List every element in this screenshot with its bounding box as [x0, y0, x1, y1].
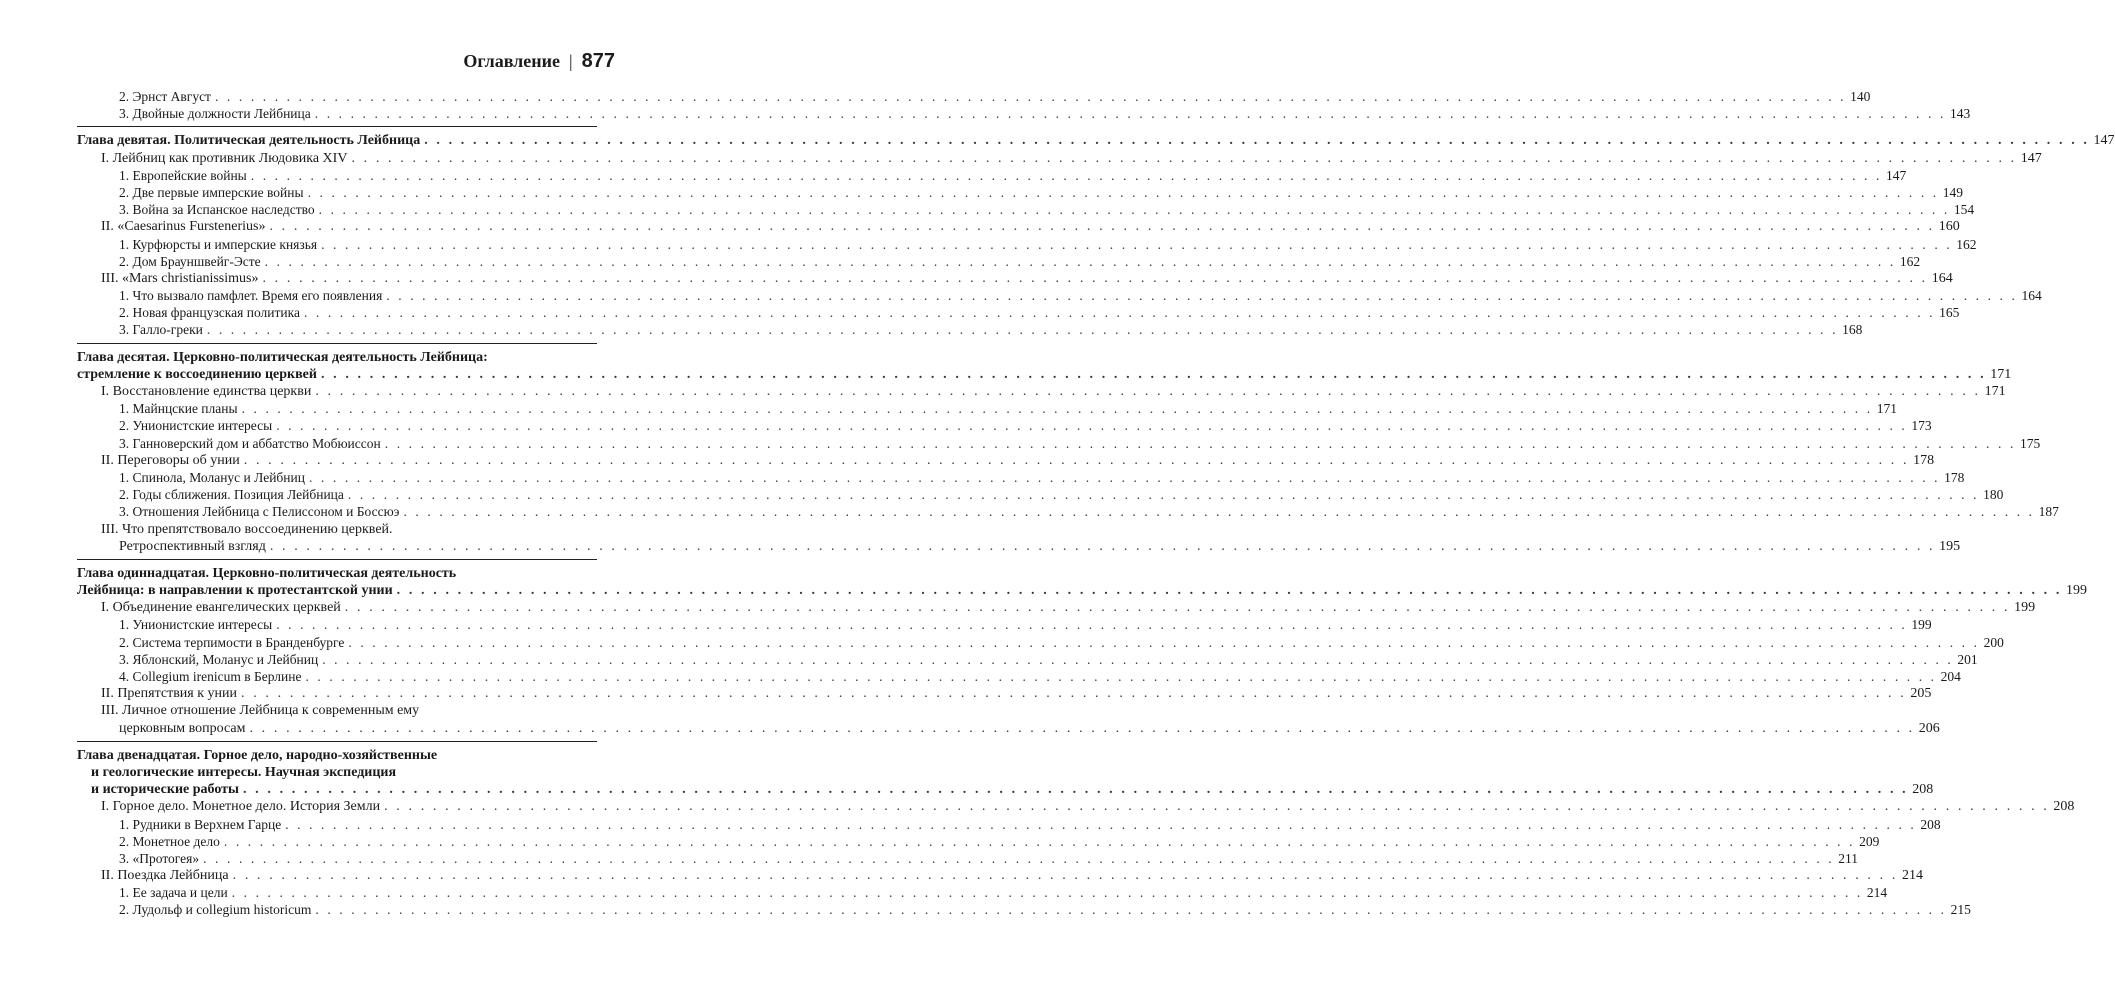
toc-subsection: 2. Дом Брауншвейг-Эсте . . . 162 [77, 253, 597, 270]
toc-subsection: 2. Лудольф и collegium historicum . . . 215 [77, 901, 597, 918]
toc-section: I. Лейбниц как противник Людовика XIV . . . 147 [77, 150, 597, 167]
toc-section: II. Препятствия к унии . . . 205 [77, 685, 597, 702]
toc-section: I. Горное дело. Монетное дело. История Земли . . . 208 [77, 798, 597, 815]
toc-subsection: 2. Две первые имперские войны . . . 149 [77, 184, 597, 201]
toc-section: III. «Mars christianissimus» . . . 164 [77, 270, 597, 287]
toc-section: I. Объединение евангелических церквей . . . 199 [77, 599, 597, 616]
running-header [463, 50, 615, 73]
toc-section: II. «Caesarinus Furstenerius» . . . 160 [77, 218, 597, 235]
toc-section: Ретроспективный взгляд . . . 195 [77, 538, 597, 555]
chapter-10 [77, 349, 2059, 555]
chapter-title: и исторические работы . . . 208 [77, 781, 597, 798]
toc-subsection: 1. Ее задача и цели . . . 214 [77, 884, 597, 901]
chapter-page: 171 [1990, 366, 2012, 382]
toc-subsection: 2. Новая французская политика . . . 165 [77, 304, 597, 321]
toc-section-line: III. Что препятствовало воссоединению церквей. [101, 521, 393, 537]
divider [77, 343, 597, 344]
toc-subsection: 2. Монетное дело . . . 209 [77, 833, 597, 850]
toc-entry [77, 105, 1971, 122]
toc-subsection: 1. Майнцские планы . . . 171 [77, 400, 597, 417]
chapter-title-line: и геологические интересы. Научная экспедиция [91, 764, 397, 780]
toc-subsection: 1. Унионистские интересы . . . 199 [77, 616, 597, 633]
chapter-9 [77, 132, 2115, 338]
toc-subsection: 2. Годы сближения. Позиция Лейбница . . . 180 [77, 486, 597, 503]
chapter-title: Глава девятая. Политическая деятельность Лейбница . . . 147 [77, 132, 597, 149]
toc-subsection: 4. Collegium irenicum в Берлине . . . 204 [77, 668, 597, 685]
toc-subsection: 2. Унионистские интересы . . . 173 [77, 417, 597, 434]
page-number: 877 [581, 50, 615, 72]
chapter-title-line: Глава одиннадцатая. Церковно-политическая деятельность [77, 565, 457, 581]
toc-subsection: 3. «Протогея» . . . 211 [77, 850, 597, 867]
toc-subsection: 3. Яблонский, Моланус и Лейбниц . . . 201 [77, 651, 597, 668]
divider [77, 741, 597, 742]
toc-subsection: 3. Галло-греки . . . 168 [77, 321, 597, 338]
toc-subsection: 3. Отношения Лейбница с Пелиссоном и Боссюэ . . . 187 [77, 503, 597, 520]
chapter-page: 199 [2065, 583, 2087, 599]
divider [77, 559, 597, 560]
toc-subsection: 3. Война за Испанское наследство . . . 154 [77, 201, 597, 218]
chapter-title: Лейбница: в направлении к протестантской унии . . . 199 [77, 582, 597, 599]
toc-entry-page: 140 [1850, 89, 1871, 104]
toc-entry-title: 2. Эрнст Август [119, 89, 211, 104]
toc-section: I. Восстановление единства церкви . . . 171 [77, 383, 597, 400]
toc-subsection: 1. Курфюрсты и имперские князья . . . 162 [77, 236, 597, 253]
chapter-page: 208 [1912, 782, 1934, 798]
chapter-title-line: Глава десятая. Церковно-политическая деятельность Лейбница: [77, 349, 488, 365]
chapter-11 [77, 565, 2087, 737]
toc-subsection: 1. Рудники в Верхнем Гарце . . . 208 [77, 816, 597, 833]
toc-section-line: III. Личное отношение Лейбница к современным ему [101, 703, 420, 719]
chapter-title: стремление к воссоединению церквей . . . 171 [77, 366, 597, 383]
toc-subsection: 3. Ганноверский дом и аббатство Мобюиссон . . . 175 [77, 435, 597, 452]
toc-section: II. Поездка Лейбница . . . 214 [77, 867, 597, 884]
toc-subsection: 1. Спинола, Моланус и Лейбниц . . . 178 [77, 469, 597, 486]
toc-entry [77, 88, 1871, 105]
toc-entry-title: 3. Двойные должности Лейбница [119, 106, 311, 122]
chapter-title-line: Глава двенадцатая. Горное дело, народно-хозяйственные [77, 747, 438, 763]
chapter-12 [77, 747, 2075, 919]
toc-section: II. Переговоры об унии . . . 178 [77, 452, 597, 469]
chapter-page: 147 [2093, 133, 2115, 149]
toc-subsection: 1. Европейские войны . . . 147 [77, 167, 597, 184]
toc-subsection: 1. Что вызвало памфлет. Время его появления . . . 164 [77, 287, 597, 304]
toc-subsection: 2. Система терпимости в Бранденбурге . . . 200 [77, 634, 597, 651]
toc-section: церковным вопросам . . . 206 [77, 720, 597, 737]
divider [77, 126, 597, 127]
running-header-title: Оглавление [463, 51, 561, 71]
header-separator: | [569, 51, 573, 71]
table-of-contents [77, 88, 2115, 919]
toc-entry-page: 143 [1949, 106, 1971, 122]
